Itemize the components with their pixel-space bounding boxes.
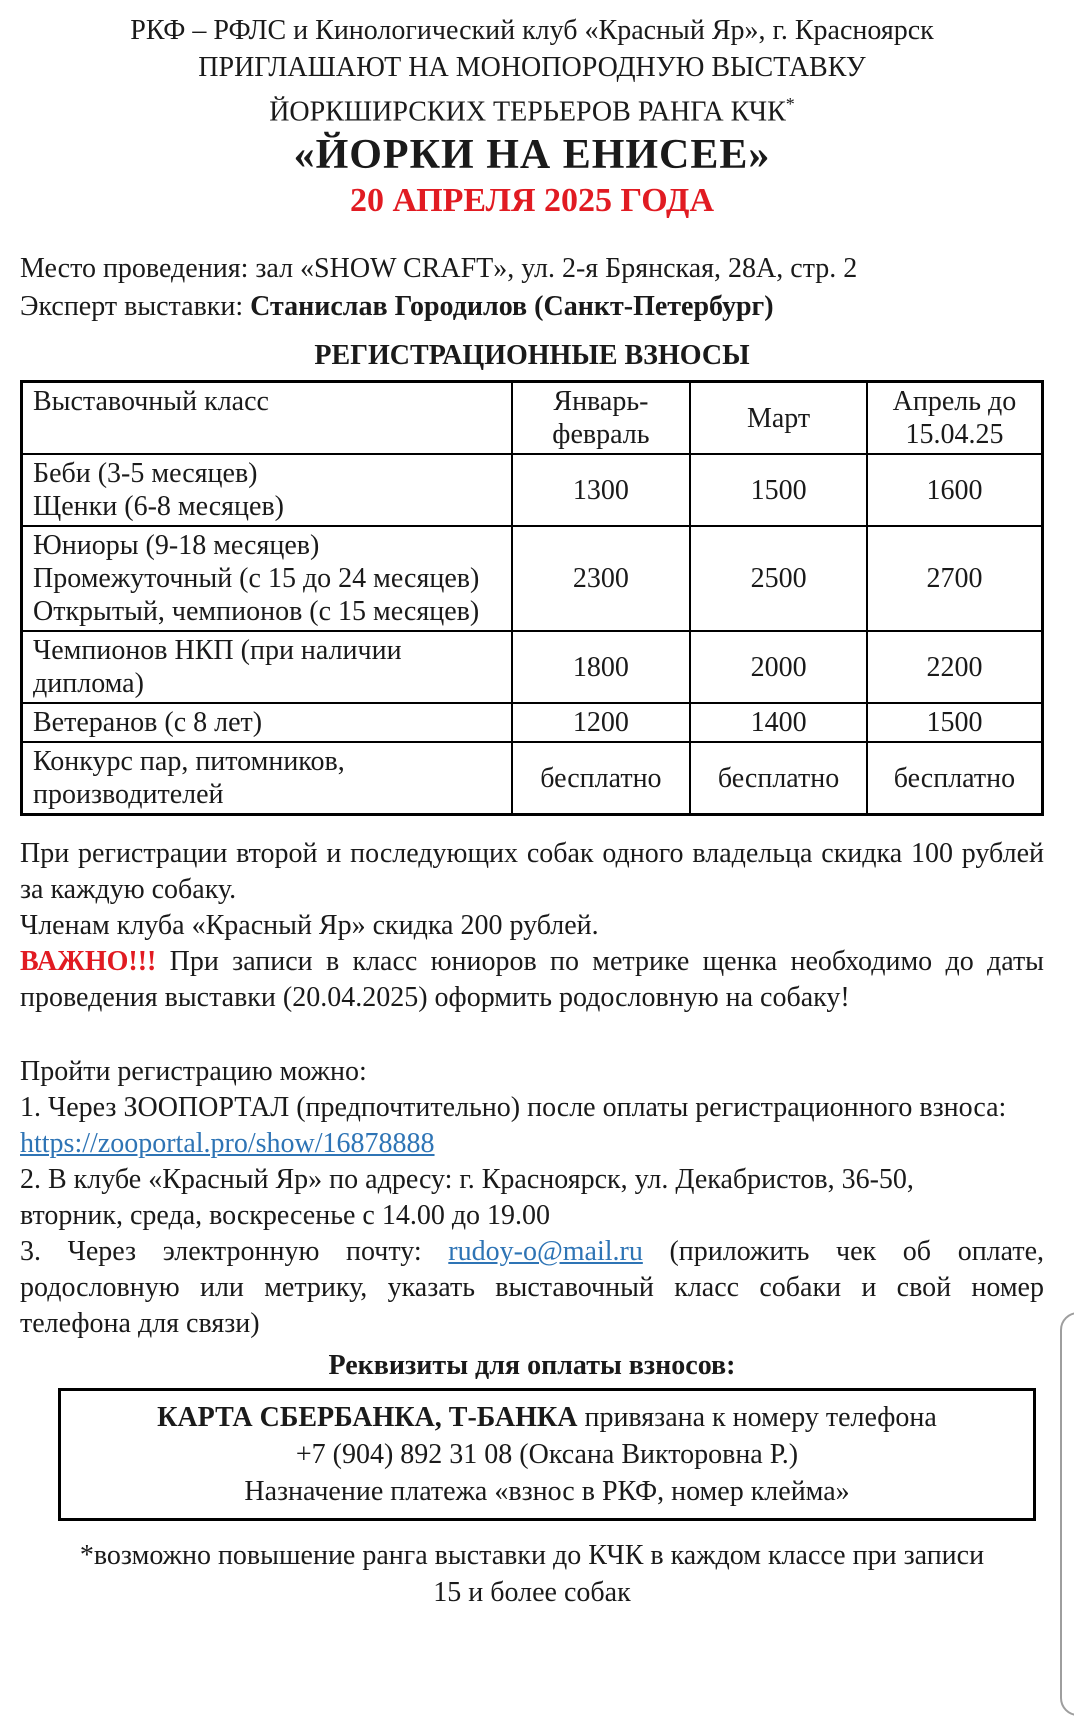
bank-cards-bold: КАРТА СБЕРБАНКА, Т-БАНКА [157,1402,578,1434]
table-row [22,742,1043,815]
email-link[interactable]: rudoy-o@mail.ru [448,1236,643,1268]
class-line: Чемпионов НКП (при наличии [33,635,402,667]
registration-intro: Пройти регистрацию можно: [20,1056,367,1088]
table-row [22,631,1043,703]
column-header-jan-feb [512,382,691,455]
header-line-invitation: ПРИГЛАШАЮТ НА МОНОПОРОДНУЮ ВЫСТАВКУ [198,52,866,83]
important-label: ВАЖНО!!! [20,946,157,978]
column-header-april [867,382,1043,455]
item3-prefix: 3. Через электронную почту: [20,1236,422,1268]
show-date: 20 АПРЕЛЯ 2025 ГОДА [349,182,715,220]
table-header-row [22,382,1043,455]
fee-value-cell: бесплатно [867,742,1043,815]
venue-block [20,250,1044,326]
table-row [22,526,1043,631]
registration-item-3 [20,1234,1044,1270]
venue-line: Место проведения: зал «SHOW CRAFT», ул. 2-я Брянская, 28А, стр. 2 [20,253,858,285]
discount-note-line: за каждую собаку. [20,874,237,906]
class-line: Беби (3-5 месяцев) [33,458,258,490]
fee-value-cell: 1400 [690,703,867,742]
fee-value-cell: 1600 [867,454,1043,526]
fee-value-cell: 1200 [512,703,691,742]
expert-name: Станислав Городилов (Санкт-Петербург) [250,291,774,323]
payment-line-card [71,1399,1023,1436]
fee-value-cell: 2200 [867,631,1043,703]
fee-value-cell: 2500 [690,526,867,631]
expert-label: Эксперт выставки: [20,291,244,323]
fee-value-cell: 1300 [512,454,691,526]
header-line-breed-rank [20,86,1044,130]
payment-purpose-line: Назначение платежа «взнос в РКФ, номер клейма» [244,1476,850,1508]
class-line: производителей [33,779,224,811]
fees-table [20,380,1044,816]
payment-heading: Реквизиты для оплаты взносов: [328,1350,736,1382]
payment-details-box [58,1388,1036,1521]
fee-value-cell: 1500 [690,454,867,526]
fee-value-cell: 1500 [867,703,1043,742]
important-note-line [20,944,1044,980]
table-row [22,454,1043,526]
fee-class-cell [22,526,512,631]
column-header-line: февраль [552,419,650,451]
registration-item-3-cont: родословную или метрику, указать выставочный класс собаки и свой номер [20,1272,1044,1304]
class-line: Конкурс пар, питомников, [33,746,345,778]
class-line: Юниоры (9-18 месяцев) [33,530,320,562]
scrollbar-thumb[interactable] [1060,1312,1074,1716]
fee-value-cell: бесплатно [512,742,691,815]
important-note-line: проведения выставки (20.04.2025) оформить родословную на собаку! [20,982,850,1014]
fee-value-cell: 2000 [690,631,867,703]
column-header-line: 15.04.25 [905,419,1004,451]
fee-value-cell: 2700 [867,526,1043,631]
registration-link-line [20,1126,1044,1162]
fee-class-cell [22,742,512,815]
rank-footnote-asterisk: * [785,94,795,114]
registration-item-3-end: телефона для связи) [20,1308,260,1340]
fees-table-title: РЕГИСТРАЦИОННЫЕ ВЗНОСЫ [314,340,750,372]
breed-rank-text: ЙОРКШИРСКИХ ТЕРЬЕРОВ РАНГА КЧК [269,96,786,128]
fee-class-cell [22,454,512,526]
payment-line-card-rest: привязана к номеру телефона [584,1402,937,1434]
show-title: «ЙОРКИ НА ЕНИСЕЕ» [293,132,771,179]
class-line: Промежуточный (с 15 до 24 месяцев) [33,563,480,595]
class-line: Открытый, чемпионов (с 15 месяцев) [33,596,480,628]
registration-item-2: 2. В клубе «Красный Яр» по адресу: г. Красноярск, ул. Декабристов, 36-50, [20,1164,914,1196]
column-header-class: Выставочный класс [22,382,512,455]
header-line-organizers: РКФ – РФЛС и Кинологический клуб «Красный Яр», г. Красноярск [130,15,934,46]
notes-block [20,836,1044,1016]
class-line: Ветеранов (с 8 лет) [33,707,263,739]
footnote-line: 15 и более собак [433,1577,631,1609]
fee-class-cell [22,631,512,703]
members-discount-line: Членам клуба «Красный Яр» скидка 200 рублей. [20,910,599,942]
expert-line [20,288,1044,326]
footnote-line: *возможно повышение ранга выставки до КЧК в каждом классе при записи [79,1540,985,1572]
registration-item-1: 1. Через ЗООПОРТАЛ (предпочтительно) после оплаты регистрационного взноса: [20,1092,1007,1124]
class-line: Щенки (6-8 месяцев) [33,491,285,523]
item3-suffix: (приложить чек об оплате, [669,1236,1045,1268]
discount-note-line: При регистрации второй и последующих собак одного владельца скидка 100 рублей [20,838,1044,870]
class-line: диплома) [33,668,144,700]
fee-class-cell [22,703,512,742]
column-header-line: Январь- [553,386,649,418]
table-row [22,703,1043,742]
rank-footnote [20,1537,1044,1611]
column-header-march: Март [690,382,867,455]
zooportal-link[interactable]: https://zooportal.pro/show/16878888 [20,1128,435,1160]
payment-phone-line: +7 (904) 892 31 08 (Оксана Викторовна Р.) [295,1439,799,1471]
registration-item-2-cont: вторник, среда, воскресенье с 14.00 до 19.00 [20,1200,551,1232]
fee-value-cell: бесплатно [690,742,867,815]
fee-value-cell: 2300 [512,526,691,631]
column-header-line: Апрель до [892,386,1017,418]
registration-block [20,1054,1044,1342]
fee-value-cell: 1800 [512,631,691,703]
important-text: При записи в класс юниоров по метрике щенка необходимо до даты [169,946,1044,978]
